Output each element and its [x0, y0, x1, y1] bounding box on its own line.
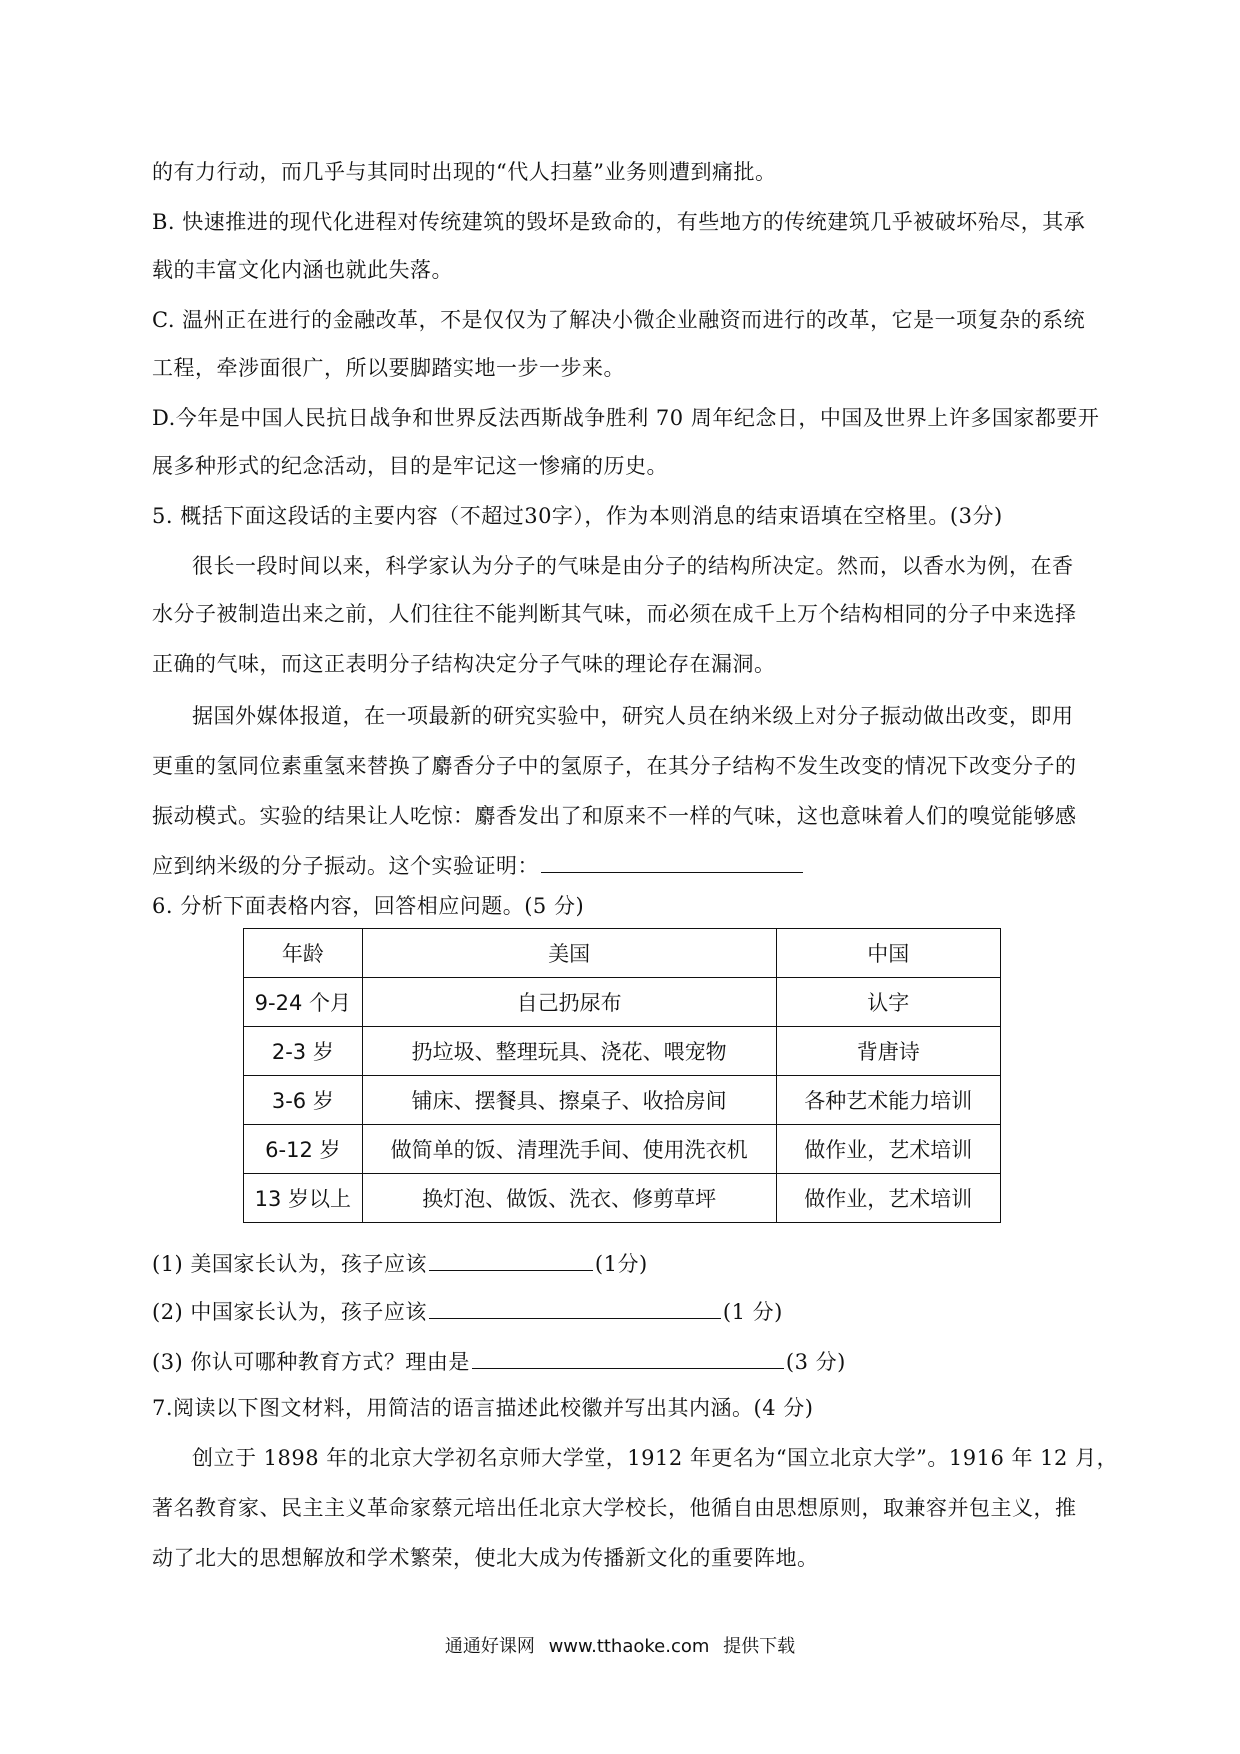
table-cell-usa: 做简单的饭、清理洗手间、使用洗衣机 [362, 1125, 776, 1174]
page-footer [0, 1632, 1240, 1658]
q4-option-d-line1: D.今年是中国人民抗日战争和世界反法西斯战争胜利 70 周年纪念日，中国及世界上许多国家都要开 [152, 406, 1100, 430]
table-row [244, 1027, 1001, 1076]
footer-site-name: 通通好课网 [444, 1636, 535, 1657]
q6-sub1-label: (1) 美国家长认为，孩子应该 [152, 1252, 427, 1276]
q4-option-b-line2: 载的丰富文化内涵也就此失落。 [152, 258, 453, 282]
q6-sub1 [152, 1248, 1102, 1278]
q6-sub1-score: (1分) [594, 1252, 648, 1276]
table-cell-usa: 铺床、摆餐具、擦桌子、收拾房间 [362, 1076, 776, 1125]
table-header-china: 中国 [776, 929, 1000, 978]
table-cell-china: 认字 [776, 978, 1000, 1027]
table-row [244, 1174, 1001, 1223]
table-header-row [244, 929, 1001, 978]
q6-sub3-label: (3) 你认可哪种教育方式？理由是 [152, 1350, 470, 1374]
footer-suffix: 提供下载 [723, 1636, 796, 1657]
table-cell-age: 9-24 个月 [244, 978, 363, 1027]
q7-passage-line3: 动了北大的思想解放和学术繁荣，使北大成为传播新文化的重要阵地。 [152, 1546, 819, 1570]
table-cell-usa: 换灯泡、做饭、洗衣、修剪草坪 [362, 1174, 776, 1223]
q5-paragraph1-line1: 很长一段时间以来，科学家认为分子的气味是由分子的结构所决定。然而，以香水为例，在香 [192, 554, 1074, 578]
q6-sub3 [152, 1346, 1102, 1376]
q6-prompt: 6. 分析下面表格内容，回答相应问题。(5 分) [152, 894, 585, 918]
q7-passage-line1: 创立于 1898 年的北京大学初名京师大学堂，1912 年更名为“国立北京大学”。1916 年 12 月， [192, 1446, 1119, 1470]
q6-sub2-answer-blank[interactable] [429, 1296, 721, 1319]
table-cell-china: 做作业，艺术培训 [776, 1125, 1000, 1174]
q6-sub2 [152, 1296, 1102, 1326]
table-cell-age: 6-12 岁 [244, 1125, 363, 1174]
q6-sub2-label: (2) 中国家长认为，孩子应该 [152, 1300, 427, 1324]
table-header-age: 年龄 [244, 929, 363, 978]
q7-passage-line2: 著名教育家、民主主义革命家蔡元培出任北京大学校长，他循自由思想原则，取兼容并包主义，推 [152, 1496, 1077, 1520]
table-cell-age: 3-6 岁 [244, 1076, 363, 1125]
q5-paragraph1-line3: 正确的气味，而这正表明分子结构决定分子气味的理论存在漏洞。 [152, 652, 776, 676]
q4-option-c-line1: C. 温州正在进行的金融改革，不是仅仅为了解决小微企业融资而进行的改革，它是一项复杂的系统 [152, 308, 1086, 332]
q4-option-a-tail: 的有力行动，而几乎与其同时出现的“代人扫墓”业务则遭到痛批。 [152, 160, 777, 184]
table-row [244, 1125, 1001, 1174]
q6-sub1-answer-blank[interactable] [429, 1248, 593, 1271]
q5-paragraph2-line3: 振动模式。实验的结果让人吃惊：麝香发出了和原来不一样的气味，这也意味着人们的嗅觉能够感 [152, 804, 1077, 828]
q7-prompt: 7.阅读以下图文材料，用简洁的语言描述此校徽并写出其内涵。(4 分) [152, 1396, 814, 1420]
q4-option-d-line2: 展多种形式的纪念活动，目的是牢记这一惨痛的历史。 [152, 454, 668, 478]
table-cell-china: 各种艺术能力培训 [776, 1076, 1000, 1125]
footer-url-link[interactable]: www.tthaoke.com [548, 1636, 710, 1657]
table-row [244, 978, 1001, 1027]
q5-answer-blank[interactable] [541, 850, 803, 873]
q5-paragraph2-line2: 更重的氢同位素重氢来替换了麝香分子中的氢原子，在其分子结构不发生改变的情况下改变分子的 [152, 754, 1077, 778]
q5-paragraph1-line2: 水分子被制造出来之前，人们往往不能判断其气味，而必须在成千上万个结构相同的分子中来选择 [152, 602, 1077, 626]
chore-comparison-table [243, 928, 1001, 1223]
q5-paragraph2-line1: 据国外媒体报道，在一项最新的研究实验中，研究人员在纳米级上对分子振动做出改变，即用 [192, 704, 1074, 728]
q6-sub3-answer-blank[interactable] [472, 1346, 784, 1369]
table-cell-usa: 扔垃圾、整理玩具、浇花、喂宠物 [362, 1027, 776, 1076]
table-cell-age: 2-3 岁 [244, 1027, 363, 1076]
table-cell-china: 背唐诗 [776, 1027, 1000, 1076]
table-cell-age: 13 岁以上 [244, 1174, 363, 1223]
table-cell-usa: 自己扔尿布 [362, 978, 776, 1027]
table-cell-china: 做作业，艺术培训 [776, 1174, 1000, 1223]
q5-conclusion-lead: 应到纳米级的分子振动。这个实验证明： [152, 854, 539, 878]
q4-option-b-line1: B. 快速推进的现代化进程对传统建筑的毁坏是致命的，有些地方的传统建筑几乎被破坏殆尽，其承 [152, 210, 1086, 234]
q6-sub2-score: (1 分) [722, 1300, 783, 1324]
q5-prompt: 5. 概括下面这段话的主要内容（不超过30字），作为本则消息的结束语填在空格里。(3分) [152, 504, 1003, 528]
table-row [244, 1076, 1001, 1125]
q5-paragraph2-line4 [152, 850, 1102, 880]
q4-option-c-line2: 工程，牵涉面很广，所以要脚踏实地一步一步来。 [152, 356, 625, 380]
table-header-usa: 美国 [362, 929, 776, 978]
q6-sub3-score: (3 分) [785, 1350, 846, 1374]
